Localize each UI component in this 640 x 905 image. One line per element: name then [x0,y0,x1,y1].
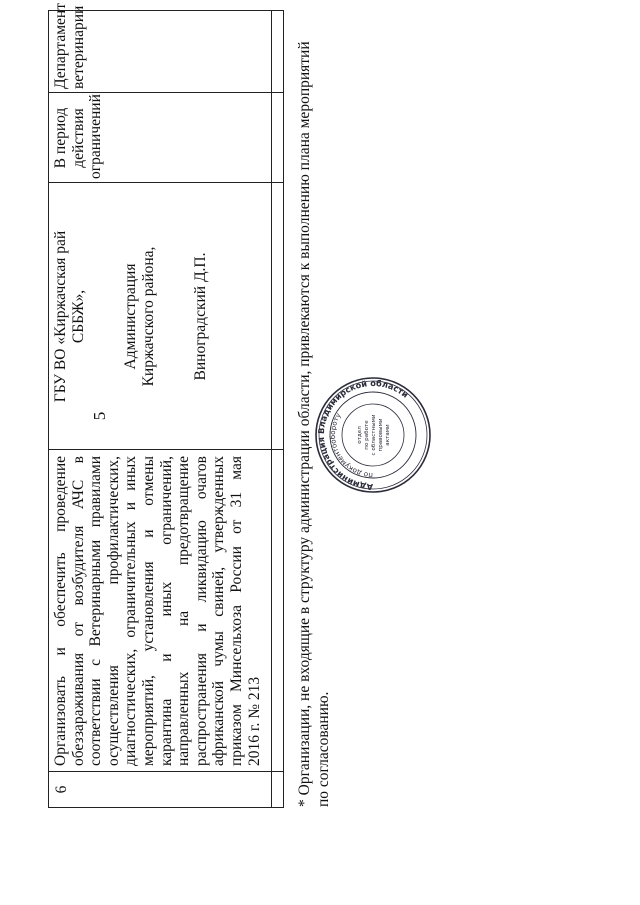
executor-line: Виноградский Д.П. [192,252,210,381]
executors-cell [49,183,283,450]
task-line: соответствии с Ветеринарными правилами [87,456,105,766]
stamp-center-line: по работе [364,420,370,450]
table-row [49,3,283,807]
responsible-cell [49,3,283,93]
term-line: ограничений [87,94,105,179]
task-line: 2016 г. № 213 [245,676,263,766]
responsible-line: ветеринарии [69,5,87,89]
task-word: направленных [175,671,193,766]
executor-line: ГБУ ВО «Киржачская рай [52,230,69,403]
task-line: Организовать и обеспечить проведение [52,456,69,766]
task-line [158,456,176,766]
task-word: карантина [157,698,175,766]
page-number: 5 [90,411,109,421]
footnote: * Организации, не входящие в структуру администрации области, привлекаются к выполнению плана мероприятий по согласованию. [296,41,332,807]
responsible-line: Департамент [52,3,69,89]
task-word: профилактических, [104,456,122,585]
executor-line: Киржачского района, [139,246,157,387]
official-stamp-seal [313,375,433,495]
term-line: действия [69,108,87,168]
task-word: ограничений, [157,456,175,545]
executor-line: Администрация [122,263,140,370]
row-number: 6 [53,785,70,794]
term-line: В период [52,107,69,169]
task-word: на [175,610,193,626]
stamp-center-line: актами [385,424,391,446]
task-word: иных [157,581,175,617]
task-line [105,456,123,766]
svg-text:по документообороту: по документообороту [328,411,374,480]
stamp-center-line: правовыми [378,418,384,452]
task-line [175,456,193,766]
svg-text:Администрация Владимирской обл: Администрация Владимирской области [315,377,411,493]
task-word: предотвращение [175,456,193,566]
task-line: обеззараживания от возбудителя АЧС в [69,456,87,766]
task-line: приказом Минсельхоза России от 31 мая [227,456,245,766]
executor-line: СББЖ», [69,289,87,344]
task-line: мероприятий, установления и отмены [139,456,157,766]
task-line: распространения и ликвидацию очагов [192,456,210,766]
task-line: африканской чумы свиней, утвержденных [210,456,228,766]
term-cell [49,93,283,183]
task-cell [49,450,283,772]
task-word: и [157,653,175,662]
task-line: диагностических, ограничительных и иных [122,456,140,766]
task-word: осуществления [104,665,122,766]
plan-table [48,3,284,808]
stamp-center-line: с областными [371,414,377,456]
stamp-center-line: отдел [357,426,363,444]
